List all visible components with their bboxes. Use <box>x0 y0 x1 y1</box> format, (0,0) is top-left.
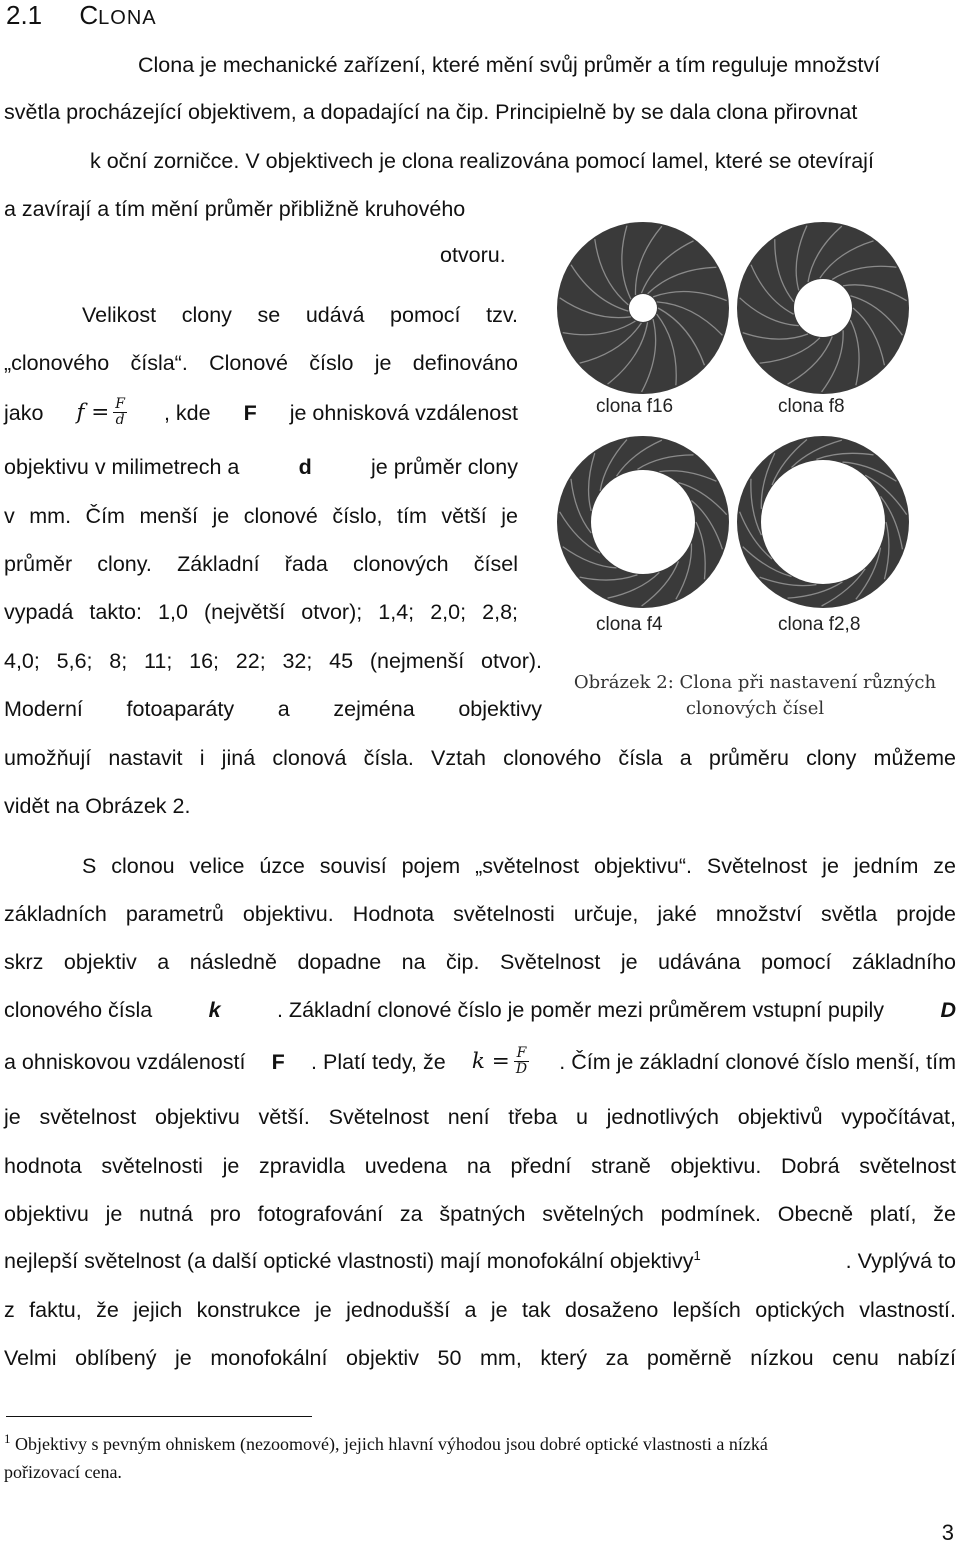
p3-line-11: Velmi oblíbený je monofokální objektiv 50 mm, který za poměrně nízkou cenu nabízí <box>4 1346 956 1370</box>
section-number: 2.1 <box>6 0 43 30</box>
heading-initial: C <box>79 0 99 30</box>
p3-line-6: je světelnost objektivu větší. Světelnost není třeba u jednotlivých objektivů vypočítávat, <box>4 1105 956 1129</box>
aperture-opening <box>794 279 852 337</box>
text-prumer: je průměr clony <box>371 455 518 479</box>
footnote-line-1 <box>4 1432 768 1456</box>
section-heading <box>6 0 157 31</box>
page-number: 3 <box>941 1520 954 1545</box>
bold-F-2: F <box>271 1049 285 1074</box>
aperture-f2-8 <box>737 436 909 608</box>
p2-line-5: v mm. Čím menší je clonové číslo, tím větší je <box>4 504 518 528</box>
p3-line-4 <box>4 995 956 1025</box>
footnote-text-1: Objektivy s pevným ohniskem (nezoomové), jejich hlavní výhodou jsou dobré optické vlastnosti a nízká <box>15 1434 768 1454</box>
text-ohniskova: je ohnisková vzdálenost <box>289 400 518 425</box>
aperture-opening <box>761 460 885 584</box>
aperture-f16 <box>557 222 729 394</box>
text-nejlepsi <box>4 1246 701 1276</box>
footnote-mark: 1 <box>4 1431 11 1446</box>
formula-k <box>472 1046 533 1077</box>
p3-line-5 <box>4 1046 956 1077</box>
text-zakladni: . Základní clonové číslo je poměr mezi průměrem vstupní pupily <box>276 998 885 1022</box>
fraction-f-over-d <box>113 397 127 428</box>
p2-line-2: „clonového čísla“. Clonové číslo je definováno <box>4 351 518 375</box>
fraction-F-over-D <box>514 1046 529 1077</box>
caption-line-1: Obrázek 2: Clona při nastavení různých <box>573 672 937 693</box>
p3-line-3: skrz objektiv a následně dopadne na čip. Světelnost je udávána pomocí základního <box>4 950 956 974</box>
formula-k-lhs: k = <box>471 1048 510 1074</box>
aperture-f4 <box>557 436 729 608</box>
p3-line-8: objektivu je nutná pro fotografování za špatných světelných podmínek. Obecně platí, že <box>4 1202 956 1226</box>
fraction-denominator: d <box>115 412 125 428</box>
text-jako: jako <box>4 400 44 425</box>
label-f4: clona f4 <box>596 614 663 635</box>
text-kde: , kde <box>163 400 211 425</box>
footnote-line-2: pořizovací cena. <box>4 1462 122 1482</box>
p2-line-7: vypadá takto: 1,0 (největší otvor); 1,4; 2,0; 2,8; <box>4 600 518 624</box>
bold-F: F <box>243 400 257 425</box>
fraction-numerator-2: F <box>514 1046 529 1062</box>
label-f8: clona f8 <box>778 396 845 417</box>
p2-line-1: Velikost clony se udává pomocí tzv. <box>82 303 518 327</box>
bold-d: d <box>298 455 312 479</box>
bold-D: D <box>940 998 956 1022</box>
fraction-numerator: F <box>115 396 125 412</box>
figure-caption <box>560 670 950 722</box>
label-f2-8: clona f2,8 <box>778 614 861 635</box>
p2-line-4 <box>4 452 518 482</box>
p2-line-8: 4,0; 5,6; 8; 11; 16; 22; 32; 45 (nejmenší otvor). <box>4 649 542 673</box>
aperture-opening <box>591 470 695 574</box>
formula-lhs: f = <box>76 399 110 425</box>
text-objektivu: objektivu v milimetrech a <box>4 455 240 479</box>
p3-line-1: S clonou velice úzce souvisí pojem „světelnost objektivu“. Světelnost je jedním ze <box>82 854 956 878</box>
p1-line-2: světla procházející objektivem, a dopadající na čip. Principielně by se dala clona přirovnat <box>4 100 858 124</box>
text-cim-je: . Čím je základní clonové číslo menší, tím <box>559 1049 956 1074</box>
label-f16: clona f16 <box>596 396 674 417</box>
text-nejlepsi-main: nejlepší světelnost (a další optické vlastnosti) mají monofokální objektivy <box>4 1249 694 1273</box>
bold-k: k <box>208 998 221 1022</box>
heading-rest: LONA <box>98 7 157 29</box>
aperture-f8 <box>737 222 909 394</box>
p1-line-1: Clona je mechanické zařízení, které mění svůj průměr a tím reguluje množství <box>138 53 881 77</box>
p3-line-7: hodnota světelnosti je zpravidla uvedena na přední straně objektivu. Dobrá světelnost <box>4 1154 956 1178</box>
p2-line-10: umožňují nastavit i jiná clonová čísla. Vztah clonového čísla a průměru clony můžeme <box>4 746 956 770</box>
p2-line-9: Moderní fotoaparáty a zejména objektivy <box>4 697 542 721</box>
p1-line-5: otvoru. <box>440 243 506 267</box>
footnote-ref: 1 <box>693 1247 701 1263</box>
p3-line-2: základních parametrů objektivu. Hodnota světelnosti určuje, jaké množství světla projde <box>4 902 956 926</box>
text-vyplyva: . Vyplývá to <box>845 1249 956 1273</box>
p2-line-3 <box>4 397 518 428</box>
caption-line-2: clonových čísel <box>685 698 825 719</box>
text-clonoveho: clonového čísla <box>4 998 153 1022</box>
p3-line-10: z faktu, že jejich konstrukce je jednodušší a je tak dosaženo lepších optických vlastností. <box>4 1298 956 1322</box>
aperture-opening <box>629 294 657 322</box>
text-ohniskovou: a ohniskovou vzdáleností <box>4 1049 246 1074</box>
aperture-figure <box>548 218 948 648</box>
text-plati: . Platí tedy, že <box>311 1049 446 1074</box>
p2-line-11: vidět na Obrázek 2. <box>4 794 191 818</box>
p2-line-6: průměr clony. Základní řada clonových čísel <box>4 552 518 576</box>
p1-line-3: k oční zorničce. V objektivech je clona realizována pomocí lamel, které se otevírají <box>90 149 874 173</box>
formula-f <box>76 397 131 428</box>
footnote-separator <box>6 1416 312 1417</box>
p3-line-9 <box>4 1246 956 1276</box>
p1-line-4: a zavírají a tím mění průměr přibližně kruhového <box>4 197 466 221</box>
fraction-denominator-2: D <box>515 1061 528 1077</box>
